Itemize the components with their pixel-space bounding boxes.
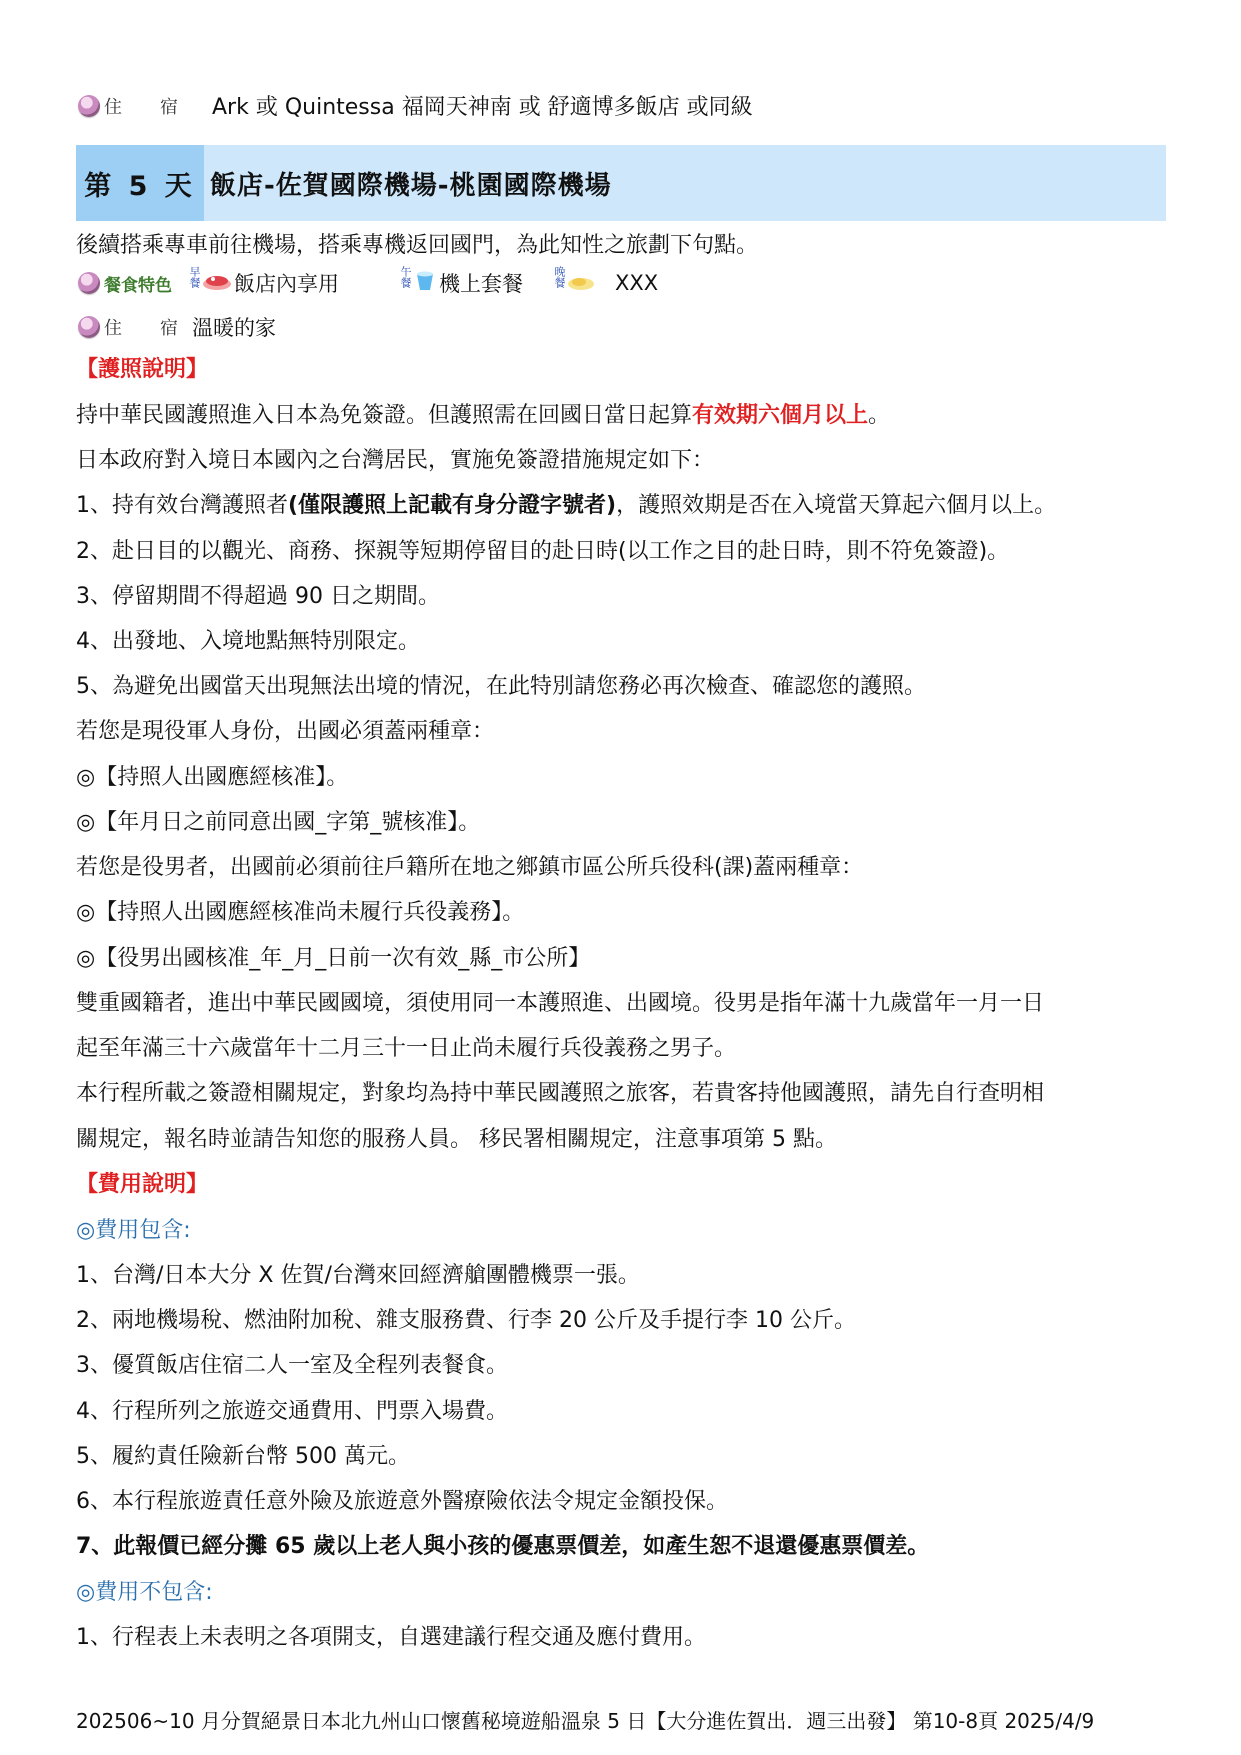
lodging-label-b: 宿 — [160, 96, 178, 118]
meals-label: 餐食特色 — [104, 275, 172, 296]
passport-mil-stamp2: ◎【年月日之前同意出國_字第_號核准】。 — [76, 810, 481, 835]
passport-draft: 若您是役男者，出國前必須前往戶籍所在地之鄉鎮市區公所兵役科(課)蓋兩種章： — [76, 855, 864, 880]
fees-inc2: 2、兩地機場稅、燃油附加稅、雜支服務費、行李 20 公斤及手提行李 10 公斤。 — [76, 1308, 856, 1333]
fees-inc7: 7、此報價已經分攤 65 歲以上老人與小孩的優惠票價差，如產生恕不退還優惠票價差。 — [76, 1534, 930, 1559]
lunch-tag: 午餐 — [399, 266, 443, 300]
day-lodging-icon-label — [78, 314, 178, 340]
fees-inc1: 1、台灣/日本大分 X 佐賀/台灣來回經濟艙團體機票一張。 — [76, 1263, 640, 1288]
day-lodging-label-b: 宿 — [160, 318, 178, 339]
breakfast-icon — [202, 270, 232, 292]
passport-item5: 5、為避免出國當天出現無法出境的情況，在此特別請您務必再次檢查、確認您的護照。 — [76, 674, 926, 699]
lodging-hotels: Ark 或 Quintessa 福岡天神南 或 舒適博多飯店 或同級 — [212, 95, 753, 120]
fees-exc1: 1、行程表上未表明之各項開支，自選建議行程交通及應付費用。 — [76, 1625, 706, 1650]
day-lodging-text: 溫暖的家 — [192, 316, 276, 340]
passport-item3: 3、停留期間不得超過 90 日之期間。 — [76, 584, 440, 609]
passport-draft-stamp2: ◎【役男出國核准_年_月_日前一次有效_縣_市公所】 — [76, 946, 591, 971]
passport-validity-highlight: 有效期六個月以上 — [692, 403, 869, 428]
passport-heading: 【護照說明】 — [76, 357, 209, 382]
passport-line2: 日本政府對入境日本國內之台灣居民，實施免簽證措施規定如下： — [76, 448, 715, 473]
passport-item4: 4、出發地、入境地點無特別限定。 — [76, 629, 420, 654]
passport-dual2: 起至年滿三十六歲當年十二月三十一日止尚未履行兵役義務之男子。 — [76, 1036, 737, 1061]
page-footer: 202506~10 月分賀絕景日本北九州山口懷舊秘境遊船溫泉 5 日【大分進佐賀出．週三出發】 第10-8頁 2025/4/9 — [76, 1709, 1095, 1733]
day-header — [76, 145, 1166, 221]
fees-excluded-heading: ◎費用不包含: — [76, 1580, 213, 1605]
passport-item2: 2、赴日目的以觀光、商務、探親等短期停留目的赴日時(以工作之目的赴日時，則不符免簽證)。 — [76, 539, 1010, 564]
fees-heading: 【費用說明】 — [76, 1172, 209, 1197]
lodging-label-a: 住 — [104, 96, 122, 118]
day-description: 後續搭乘專車前往機場，搭乘專機返回國門，為此知性之旅劃下句點。 — [76, 233, 759, 258]
lodging-top-row — [78, 90, 753, 121]
day-route: 飯店-佐賀國際機場-桃園國際機場 — [210, 170, 612, 201]
fees-inc6: 6、本行程旅遊責任意外險及旅遊意外醫療險依法令規定金額投保。 — [76, 1489, 728, 1514]
meals-row — [78, 266, 658, 300]
dinner-icon — [567, 272, 595, 292]
passport-draft-stamp1: ◎【持照人出國應經核准尚未履行兵役義務】。 — [76, 900, 525, 925]
lodging-icon-label — [78, 93, 178, 119]
meals-icon — [78, 272, 100, 294]
breakfast-tag: 早餐 — [188, 266, 232, 300]
lunch-icon — [413, 268, 437, 292]
passport-note2: 關規定，報名時並請告知您的服務人員。 移民署相關規定，注意事項第 5 點。 — [76, 1127, 837, 1152]
dinner-tag: 晚餐 — [553, 266, 597, 300]
passport-dual1: 雙重國籍者，進出中華民國國境，須使用同一本護照進、出國境。役男是指年滿十九歲當年一月一日 — [76, 991, 1045, 1016]
day-lodging-icon — [78, 316, 100, 338]
passport-military: 若您是現役軍人身份，出國必須蓋兩種章： — [76, 719, 495, 744]
fees-inc4: 4、行程所列之旅遊交通費用、門票入場費。 — [76, 1399, 508, 1424]
fees-included-heading: ◎費用包含: — [76, 1218, 191, 1243]
passport-line1: 持中華民國護照進入日本為免簽證。但護照需在回國日當日起算有效期六個月以上。 — [76, 403, 891, 428]
fees-inc5: 5、履約責任險新台幣 500 萬元。 — [76, 1444, 410, 1469]
lodging-icon — [78, 95, 100, 117]
breakfast-text: 飯店內享用 — [234, 272, 339, 296]
passport-item1: 1、持有效台灣護照者(僅限護照上記載有身分證字號者)，護照效期是否在入境當天算起六個月以上。 — [76, 493, 1057, 518]
meals-icon-label — [78, 271, 172, 296]
day-lodging-row — [78, 312, 276, 342]
fees-inc3: 3、優質飯店住宿二人一室及全程列表餐食。 — [76, 1353, 508, 1378]
dinner-text: XXX — [615, 271, 659, 295]
passport-mil-stamp1: ◎【持照人出國應經核准】。 — [76, 765, 349, 790]
lunch-text: 機上套餐 — [439, 272, 523, 296]
day-number: 第 5 天 — [76, 145, 204, 221]
day-lodging-label-a: 住 — [104, 318, 122, 339]
passport-note1: 本行程所載之簽證相關規定，對象均為持中華民國護照之旅客，若貴客持他國護照，請先自行查明相 — [76, 1081, 1045, 1106]
